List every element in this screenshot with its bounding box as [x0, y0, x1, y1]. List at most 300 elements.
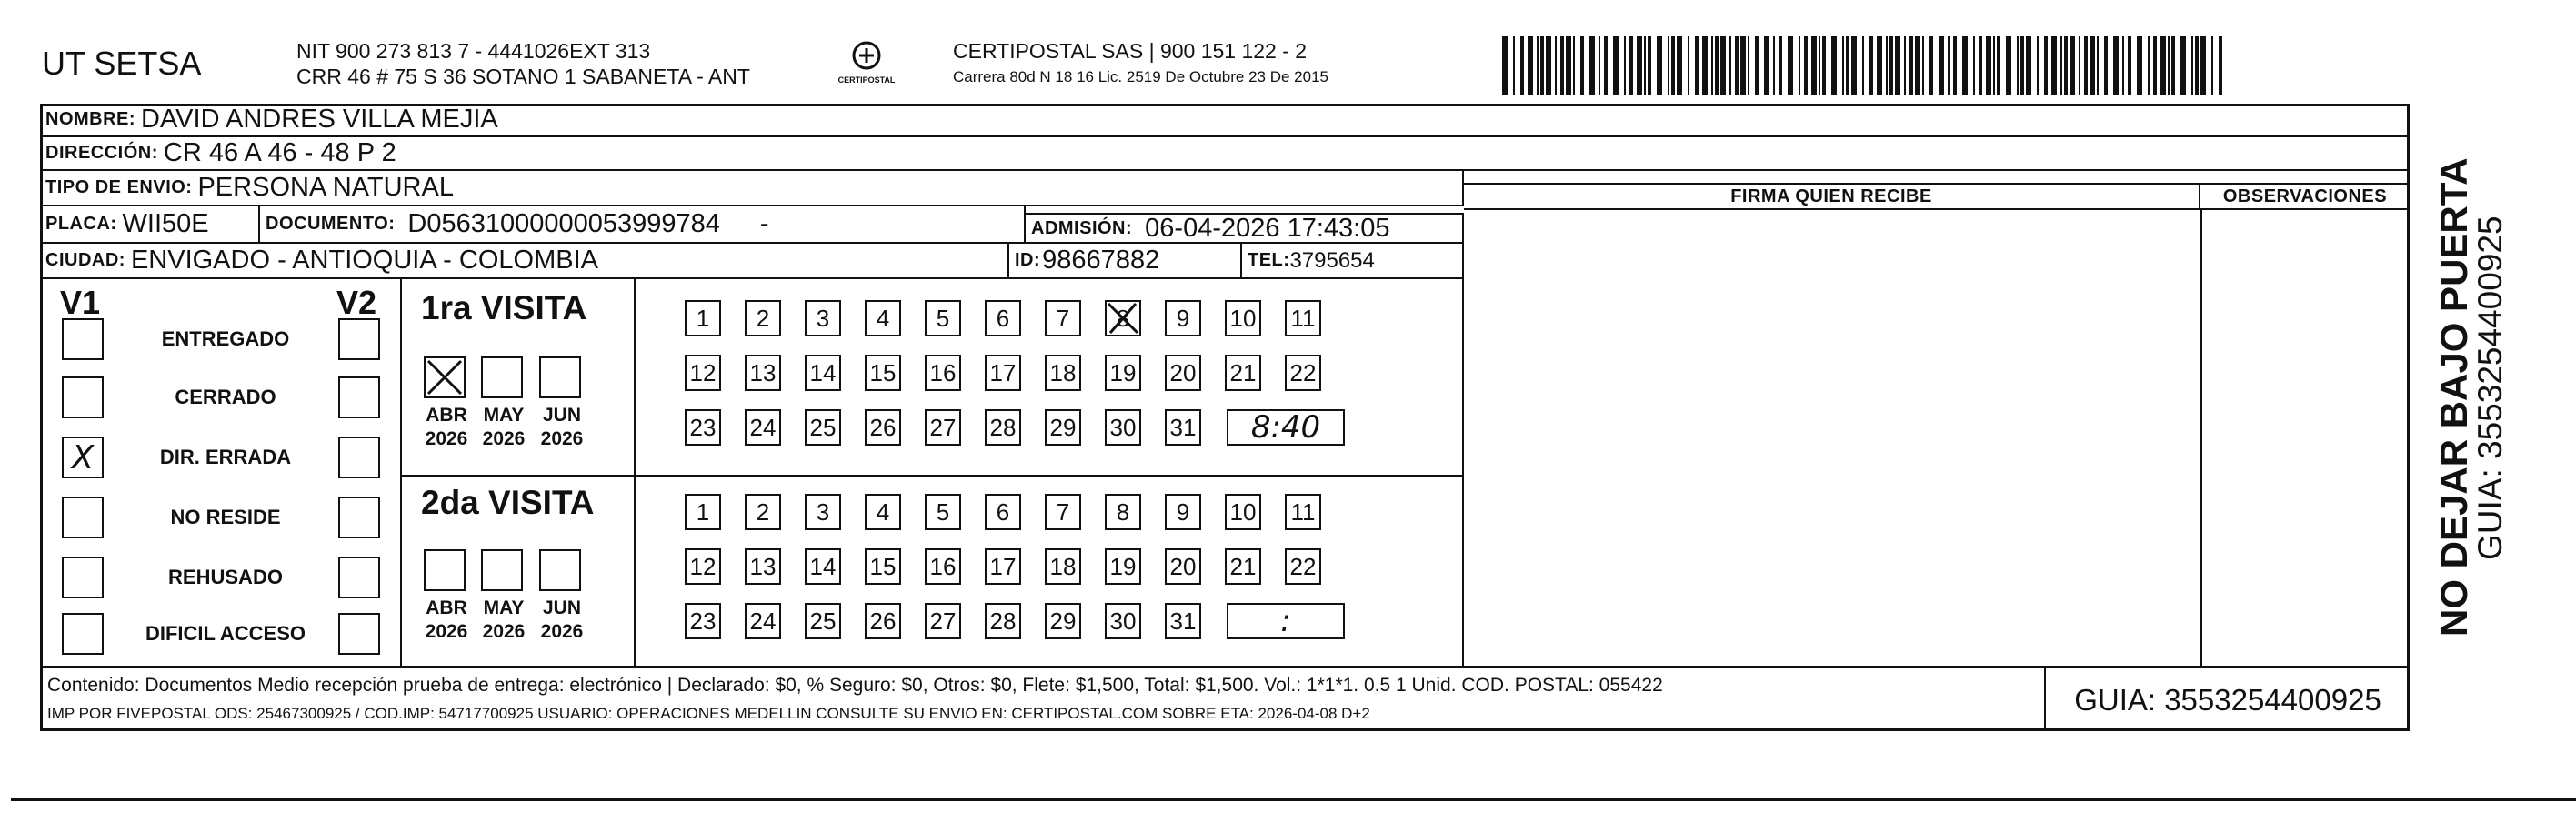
day-box[interactable]: [985, 355, 1021, 391]
day-number: 5: [936, 497, 950, 526]
day-number: 3: [816, 497, 830, 526]
day-box[interactable]: [1285, 548, 1321, 585]
day-number: 29: [1049, 607, 1077, 635]
day-box[interactable]: [805, 409, 841, 446]
barcode-bar: [1677, 36, 1682, 95]
barcode-bar: [1546, 36, 1551, 95]
day-number: 11: [1290, 304, 1316, 332]
barcode-bar: [1624, 36, 1626, 95]
barcode-bar: [1648, 36, 1651, 95]
nombre-row: [40, 104, 2410, 137]
day-box[interactable]: [745, 548, 781, 585]
day-box[interactable]: [1105, 300, 1141, 336]
barcode-bar: [1755, 36, 1759, 95]
month-checkbox[interactable]: [481, 549, 523, 591]
barcode-bar: [2153, 36, 2157, 95]
day-number: 18: [1049, 552, 1077, 580]
month-year: 2026: [425, 428, 468, 449]
barcode-bar: [1819, 36, 1820, 95]
barcode-bar: [1589, 36, 1595, 95]
barcode-bar: [1740, 36, 1746, 95]
month-checkbox[interactable]: [539, 549, 581, 591]
barcode-bar: [1851, 36, 1857, 95]
barcode-bar: [1869, 36, 1873, 95]
day-box[interactable]: [1105, 548, 1141, 585]
firma-label: FIRMA QUIEN RECIBE: [1730, 186, 1932, 206]
day-number: 6: [996, 497, 1010, 526]
day-number: 10: [1229, 304, 1257, 332]
v2-checkbox[interactable]: [338, 497, 380, 538]
barcode-bar: [1540, 36, 1544, 95]
barcode-bar: [1979, 36, 1982, 95]
tipo-value: PERSONA NATURAL: [197, 173, 454, 202]
v1-checkbox[interactable]: [62, 437, 104, 478]
barcode-bar: [1895, 36, 1900, 95]
day-number: 12: [689, 552, 717, 580]
barcode-bar: [2006, 36, 2011, 95]
barcode-bar: [1528, 36, 1533, 95]
v2-checkbox[interactable]: [338, 376, 380, 418]
day-box[interactable]: [805, 494, 841, 530]
documento-label: DOCUMENTO:: [266, 214, 396, 234]
direccion-label: DIRECCIÓN:: [45, 143, 158, 163]
v1-checkbox[interactable]: [62, 497, 104, 538]
barcode-bar: [1973, 36, 1975, 95]
day-box[interactable]: [985, 548, 1021, 585]
barcode-bar: [2180, 36, 2186, 95]
day-box[interactable]: [1105, 494, 1141, 530]
day-number: 19: [1109, 552, 1137, 580]
contenido-text: Contenido: Documentos Medio recepción prueba de entrega: electrónico | Declarado: $0, % Seguro: $0, Otros: $0, Flete: $1,500, Total: $1,500. Vol.: 1*1*1. 0.5 1 Unid. COD. POSTAL: 055422: [47, 675, 1663, 696]
day-box[interactable]: [1225, 494, 1261, 530]
day-box[interactable]: [985, 300, 1021, 336]
day-box[interactable]: [1165, 409, 1201, 446]
documento-dash: -: [759, 209, 769, 238]
visit1-title: 1ra VISITA: [421, 289, 587, 326]
barcode-bar: [2060, 36, 2062, 95]
day-number: 12: [689, 358, 717, 386]
barcode-bar: [2064, 36, 2068, 95]
time-box[interactable]: [1227, 409, 1345, 446]
barcode-bar: [1764, 36, 1769, 95]
day-box[interactable]: [1045, 300, 1081, 336]
day-box[interactable]: [1045, 603, 1081, 639]
id-value: 98667882: [1042, 246, 1160, 275]
day-box[interactable]: [925, 355, 961, 391]
day-box[interactable]: [1045, 548, 1081, 585]
day-box[interactable]: [1225, 548, 1261, 585]
v2-checkbox[interactable]: [338, 437, 380, 478]
month-year: 2026: [482, 428, 526, 449]
v1-checkbox[interactable]: [62, 376, 104, 418]
day-number: 7: [1056, 304, 1070, 332]
direccion-row: [40, 137, 2410, 171]
barcode-bar: [2079, 36, 2080, 95]
barcode-bar: [1599, 36, 1600, 95]
day-box[interactable]: [1045, 355, 1081, 391]
side-guia: GUIA: 3553254400925: [2471, 216, 2509, 560]
barcode-bar: [1939, 36, 1944, 95]
barcode-bar: [1997, 36, 2000, 95]
barcode-bar: [2104, 36, 2108, 95]
barcode-bar: [2195, 36, 2199, 95]
day-number: 15: [869, 552, 897, 580]
barcode-bar: [1804, 36, 1808, 95]
barcode-bar: [1695, 36, 1699, 95]
day-box[interactable]: [925, 494, 961, 530]
barcode-bar: [1748, 36, 1749, 95]
month-name: JUN: [542, 597, 581, 618]
day-number: 22: [1289, 358, 1317, 386]
day-box[interactable]: [745, 409, 781, 446]
month-checkbox[interactable]: [424, 549, 466, 591]
day-number: 24: [749, 607, 777, 635]
barcode-bar: [2171, 36, 2175, 95]
v2-checkbox[interactable]: [338, 613, 380, 655]
barcode-bar: [2168, 36, 2170, 95]
day-box[interactable]: [805, 548, 841, 585]
barcode-bar: [1799, 36, 1800, 95]
barcode-bar: [1657, 36, 1662, 95]
day-number: 26: [869, 413, 897, 441]
address-line: CRR 46 # 75 S 36 SOTANO 1 SABANETA - ANT: [296, 65, 750, 88]
observaciones-header: [2200, 183, 2410, 210]
barcode-bar: [1846, 36, 1849, 95]
no-dejar-bajo-puerta: NO DEJAR BAJO PUERTA: [2432, 157, 2475, 637]
barcode-bar: [1644, 36, 1646, 95]
month-year: 2026: [425, 621, 468, 642]
admision-value: 06-04-2026 17:43:05: [1145, 213, 1390, 243]
month-name: ABR: [426, 597, 467, 618]
barcode-bar: [1877, 36, 1882, 95]
barcode-bar: [1831, 36, 1837, 95]
barcode-bar: [2113, 36, 2119, 95]
direccion-value: CR 46 A 46 - 48 P 2: [163, 138, 396, 167]
day-number: 25: [809, 413, 837, 441]
firma-header: [1464, 183, 2200, 210]
nombre-label: NOMBRE:: [45, 109, 136, 129]
day-number: 13: [749, 552, 777, 580]
day-number: 26: [869, 607, 897, 635]
barcode-bar: [1886, 36, 1888, 95]
day-box[interactable]: [1285, 300, 1321, 336]
tipo-label: TIPO DE ENVIO:: [45, 177, 193, 197]
barcode-bar: [2219, 36, 2222, 95]
tel-cell: [1242, 244, 1464, 279]
footer-guia: GUIA: 3553254400925: [2074, 682, 2381, 717]
month-year: 2026: [482, 621, 526, 642]
barcode-bar: [1962, 36, 1968, 95]
day-box[interactable]: [985, 603, 1021, 639]
barcode-bar: [1788, 36, 1793, 95]
barcode-bar: [1520, 36, 1524, 95]
day-box[interactable]: [1105, 603, 1141, 639]
barcode-bar: [2128, 36, 2131, 95]
status-label: CERRADO: [175, 386, 276, 408]
day-number: 19: [1109, 358, 1137, 386]
day-box[interactable]: [685, 494, 721, 530]
day-number: 17: [989, 358, 1017, 386]
status-label: DIR. ERRADA: [159, 446, 292, 468]
check-mark: X: [71, 438, 95, 477]
day-box[interactable]: [805, 355, 841, 391]
barcode-bar: [1629, 36, 1633, 95]
ciudad-value: ENVIGADO - ANTIOQUIA - COLOMBIA: [130, 246, 598, 275]
day-box[interactable]: [865, 300, 901, 336]
day-box[interactable]: [1225, 355, 1261, 391]
day-number: 23: [689, 413, 717, 441]
day-box[interactable]: [925, 409, 961, 446]
placa-label: PLACA:: [45, 214, 117, 234]
day-box[interactable]: [1165, 355, 1201, 391]
imp-text: IMP POR FIVEPOSTAL ODS: 25467300925 / COD.IMP: 54717700925 USUARIO: OPERACIONES MEDELLIN CONSULTE SU ENVIO EN: CERTIPOSTAL.COM SOBRE ETA: 2026-04-08 D+2: [47, 705, 1370, 722]
time-value: :: [1280, 603, 1291, 639]
ciudad-cell: [40, 244, 1009, 279]
footer-guia-cell: [2044, 668, 2410, 731]
id-label: ID:: [1015, 250, 1041, 270]
day-number: 3: [816, 304, 830, 332]
day-box[interactable]: [685, 355, 721, 391]
day-number: 7: [1056, 497, 1070, 526]
status-label: ENTREGADO: [161, 327, 290, 350]
barcode-bar: [1671, 36, 1675, 95]
day-box[interactable]: [865, 494, 901, 530]
ciudad-label: CIUDAD:: [45, 250, 125, 270]
day-number: 20: [1169, 358, 1197, 386]
page-bottom-line: [11, 798, 2576, 801]
day-box[interactable]: [925, 603, 961, 639]
day-number: 14: [809, 358, 837, 386]
barcode-bar: [2020, 36, 2024, 95]
day-number: 29: [1049, 413, 1077, 441]
day-number: 11: [1290, 497, 1316, 526]
barcode-bar: [2044, 36, 2048, 95]
barcode-bar: [1566, 36, 1571, 95]
barcode-bar: [1779, 36, 1782, 95]
day-box[interactable]: [925, 300, 961, 336]
day-box[interactable]: [865, 548, 901, 585]
barcode-bar: [1811, 36, 1817, 95]
day-number: 1: [696, 304, 710, 332]
day-box[interactable]: [1105, 409, 1141, 446]
barcode-bar: [1604, 36, 1608, 95]
status-label: DIFICIL ACCESO: [145, 622, 306, 645]
v1-checkbox[interactable]: [62, 557, 104, 598]
barcode-bar: [2148, 36, 2150, 95]
barcode-bar: [1720, 36, 1726, 95]
time-box[interactable]: [1227, 603, 1345, 639]
day-box[interactable]: [865, 409, 901, 446]
month-checkbox[interactable]: [424, 356, 466, 398]
barcode-bar: [1555, 36, 1557, 95]
barcode-bar: [1915, 36, 1920, 95]
barcode-bar: [2026, 36, 2031, 95]
day-number: 4: [876, 304, 890, 332]
barcode-bar: [1735, 36, 1739, 95]
day-number: 5: [936, 304, 950, 332]
day-box[interactable]: [745, 603, 781, 639]
documento-cell: [260, 206, 1026, 244]
barcode-bar: [1711, 36, 1713, 95]
day-number: 21: [1229, 552, 1257, 580]
barcode-bar: [1904, 36, 1906, 95]
barcode-bar: [2211, 36, 2213, 95]
certipostal-info: CERTIPOSTAL SAS | 900 151 122 - 2: [953, 39, 1308, 63]
day-box[interactable]: [865, 355, 901, 391]
v2-checkbox[interactable]: [338, 557, 380, 598]
day-number: 23: [689, 607, 717, 635]
company-name: UT SETSA: [42, 45, 202, 82]
barcode-bar: [1573, 36, 1575, 95]
day-box[interactable]: [1045, 409, 1081, 446]
visit-divider: [634, 279, 636, 666]
barcode-bar: [1613, 36, 1619, 95]
day-number: 14: [809, 552, 837, 580]
day-box[interactable]: [745, 494, 781, 530]
day-box[interactable]: [685, 409, 721, 446]
month-checkbox[interactable]: [481, 356, 523, 398]
barcode-bar: [1842, 36, 1844, 95]
v2-checkbox[interactable]: [338, 318, 380, 360]
barcode-bar: [1729, 36, 1731, 95]
day-number: 8: [1116, 497, 1130, 526]
day-number: 22: [1289, 552, 1317, 580]
day-number: 4: [876, 497, 890, 526]
barcode-bar: [2160, 36, 2166, 95]
time-value: 8:40: [1250, 409, 1321, 446]
day-number: 2: [756, 304, 770, 332]
barcode-bar: [2137, 36, 2142, 95]
barcode-bar: [1688, 36, 1689, 95]
observaciones-label: OBSERVACIONES: [2222, 186, 2388, 206]
day-box[interactable]: [1105, 355, 1141, 391]
barcode-bar: [1948, 36, 1950, 95]
admision-label: ADMISIÓN:: [1031, 217, 1133, 238]
day-number: 21: [1229, 358, 1257, 386]
v1-checkbox[interactable]: [62, 318, 104, 360]
visit2-title: 2da VISITA: [421, 484, 595, 521]
documento-value: D05631000000053999784: [407, 209, 720, 238]
barcode-bar: [1862, 36, 1864, 95]
day-number: 31: [1169, 413, 1197, 441]
barcode-bar: [2070, 36, 2075, 95]
visits-right-border: [1462, 279, 1464, 667]
barcode-bar: [1953, 36, 1957, 95]
day-box[interactable]: [1165, 494, 1201, 530]
v2-label: V2: [336, 284, 377, 321]
day-box[interactable]: [865, 603, 901, 639]
certipostal-logo: [835, 40, 898, 95]
day-box[interactable]: [1285, 355, 1321, 391]
day-box[interactable]: [685, 548, 721, 585]
day-number: 30: [1109, 413, 1137, 441]
day-number: 8: [1116, 304, 1130, 332]
nit-line: NIT 900 273 813 7 - 4441026EXT 313: [296, 39, 651, 63]
barcode-bar: [1668, 36, 1669, 95]
day-box[interactable]: [745, 355, 781, 391]
day-number: 16: [929, 358, 957, 386]
day-number: 10: [1229, 497, 1257, 526]
barcode-bar: [1986, 36, 1991, 95]
day-box[interactable]: [1045, 494, 1081, 530]
barcode-bar: [1537, 36, 1539, 95]
month-name: MAY: [483, 405, 525, 426]
day-box[interactable]: [1165, 603, 1201, 639]
visit-separator: [400, 475, 1464, 477]
barcode-bar: [1773, 36, 1775, 95]
barcode-bar: [2097, 36, 2099, 95]
month-year: 2026: [540, 621, 584, 642]
barcode-bar: [1502, 36, 1508, 95]
day-box[interactable]: [1225, 300, 1261, 336]
day-number: 25: [809, 607, 837, 635]
barcode-bar: [1560, 36, 1564, 95]
barcode-bar: [1909, 36, 1913, 95]
admision-cell: [1026, 213, 1464, 244]
tipo-row: [40, 171, 1464, 206]
nombre-value: DAVID ANDRES VILLA MEJIA: [141, 105, 498, 134]
barcode: [1502, 36, 2225, 96]
day-number: 6: [996, 304, 1010, 332]
barcode-bar: [1715, 36, 1719, 95]
month-name: JUN: [542, 405, 581, 426]
placa-value: WII50E: [122, 209, 209, 238]
license-line: Carrera 80d N 18 16 Lic. 2519 De Octubre 23 De 2015: [953, 68, 1328, 85]
barcode-bar: [2090, 36, 2095, 95]
tel-label: TEL:: [1248, 250, 1290, 270]
day-box[interactable]: [685, 603, 721, 639]
day-number: 9: [1176, 497, 1190, 526]
day-number: 13: [749, 358, 777, 386]
day-box[interactable]: [685, 300, 721, 336]
barcode-bar: [1822, 36, 1826, 95]
day-number: 9: [1176, 304, 1190, 332]
day-box[interactable]: [805, 300, 841, 336]
day-box[interactable]: [745, 300, 781, 336]
day-box[interactable]: [1165, 300, 1201, 336]
month-name: ABR: [426, 405, 467, 426]
day-number: 24: [749, 413, 777, 441]
barcode-bar: [1637, 36, 1642, 95]
status-divider: [400, 279, 402, 666]
month-checkbox[interactable]: [539, 356, 581, 398]
v1-checkbox[interactable]: [62, 613, 104, 655]
month-name: MAY: [483, 597, 525, 618]
v1-label: V1: [60, 284, 101, 321]
day-number: 28: [989, 413, 1017, 441]
barcode-bar: [1702, 36, 1708, 95]
barcode-bar: [1889, 36, 1893, 95]
day-box[interactable]: [1165, 548, 1201, 585]
barcode-bar: [1580, 36, 1584, 95]
day-number: 2: [756, 497, 770, 526]
day-box[interactable]: [1285, 494, 1321, 530]
day-box[interactable]: [805, 603, 841, 639]
barcode-bar: [2051, 36, 2057, 95]
status-label: REHUSADO: [168, 566, 283, 588]
barcode-bar: [2191, 36, 2193, 95]
day-number: 17: [989, 552, 1017, 580]
day-number: 18: [1049, 358, 1077, 386]
id-cell: [1009, 244, 1242, 279]
day-box[interactable]: [925, 548, 961, 585]
logo-text: CERTIPOSTAL: [837, 75, 896, 85]
day-number: 27: [929, 607, 957, 635]
day-number: 27: [929, 413, 957, 441]
barcode-bar: [2200, 36, 2206, 95]
day-box[interactable]: [985, 409, 1021, 446]
day-box[interactable]: [985, 494, 1021, 530]
